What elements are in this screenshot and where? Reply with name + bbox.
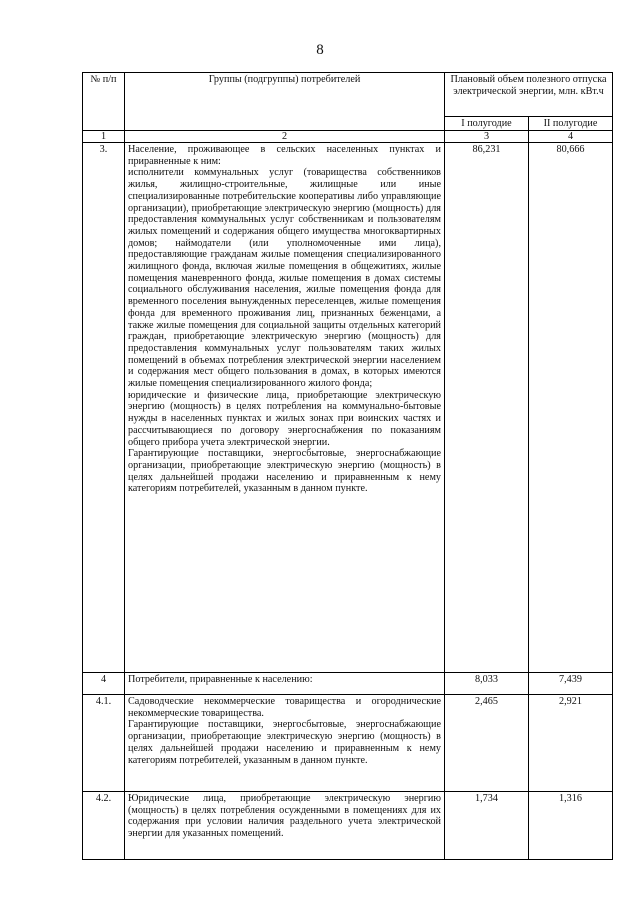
value-half-1: 1,734: [445, 792, 529, 860]
row-paragraph: юридические и физические лица, приобретающие электрическую энергию (мощность) в целях потребления на коммунально-бытовые нужды в населенных пунктах и жилых зонах при воинских частях и рассчитывающиеся по договору энергоснабжения по показаниям общего прибора учета электрической энергии.: [128, 389, 441, 448]
value-half-2: 7,439: [529, 673, 613, 695]
column-index-row: [83, 131, 613, 143]
column-index: 2: [125, 131, 445, 143]
row-description: [125, 143, 445, 673]
header-half-2: II полугодие: [529, 117, 613, 131]
header-planned-volume: Плановый объем полезного отпуска электрической энергии, млн. кВт.ч: [445, 73, 613, 117]
table-row: [83, 673, 613, 695]
value-half-1: 8,033: [445, 673, 529, 695]
column-index: 4: [529, 131, 613, 143]
header-half-1: I полугодие: [445, 117, 529, 131]
row-paragraph: Садоводческие некоммерческие товарищества и огороднические некоммерческие товарищества.: [128, 696, 441, 719]
row-paragraph: Население, проживающее в сельских населенных пунктах и приравненные к ним:: [128, 144, 441, 167]
value-half-2: 2,921: [529, 695, 613, 792]
consumption-table: [82, 72, 613, 860]
row-description: [125, 792, 445, 860]
row-description: [125, 673, 445, 695]
table-row: [83, 792, 613, 860]
row-number: 4: [83, 673, 125, 695]
row-number: 3.: [83, 143, 125, 673]
column-index: 1: [83, 131, 125, 143]
row-number: 4.2.: [83, 792, 125, 860]
header-num: № п/п: [83, 73, 125, 131]
header-consumer-groups: Группы (подгруппы) потребителей: [125, 73, 445, 131]
column-index: 3: [445, 131, 529, 143]
row-paragraph: Гарантирующие поставщики, энергосбытовые, энергоснабжающие организации, приобретающие электрическую энергию (мощность) в целях дальнейшей продажи населению и приравненным к нему категориям потребителей, указанным в данном пункте.: [128, 448, 441, 495]
row-description: [125, 695, 445, 792]
row-paragraph: Юридические лица, приобретающие электрическую энергию (мощность) в целях потребления осужденными в помещениях для их содержания при условии наличия раздельного учета электрической энергии для указанных помещений.: [128, 793, 441, 840]
row-number: 4.1.: [83, 695, 125, 792]
row-paragraph: Потребители, приравненные к населению:: [128, 674, 313, 685]
value-half-1: 2,465: [445, 695, 529, 792]
row-paragraph: исполнители коммунальных услуг (товарищества собственников жилья, жилищно-строительные, жилищные или иные специализированные потребительские кооперативы либо управляющие организации), приобретающие электрическую энергию (мощность) для предоставления коммунальных услуг собственникам и пользователям жилых помещений и содержания общего имущества многоквартирных домов; наймодатели (или уполномоченные ими лица), предоставляющие гражданам жилые помещения специализированного жилищного фонда, включая жилые помещения в общежитиях, жилые помещения маневренного фонда, жилые помещения в домах системы социального обслуживания населения, жилые помещения фонда для временного поселения вынужденных переселенцев, жилые помещения фонда для временного проживания лиц, признанных беженцами, а также жилые помещения для социальной защиты отдельных категорий граждан, приобретающие электрическую энергию (мощность) для предоставления коммунальных услуг пользователям таких жилых помещений в объемах потребления электрической энергии населением и содержания мест общего пользования в домах, в которых имеются жилые помещения специализированного жилого фонда;: [128, 167, 441, 390]
value-half-2: 80,666: [529, 143, 613, 673]
row-paragraph: Гарантирующие поставщики, энергосбытовые, энергоснабжающие организации, приобретающие электрическую энергию (мощность) в целях дальнейшей продажи населению и приравненным к нему категориям потребителей, указанным в данном пункте.: [128, 719, 441, 766]
page-number: 8: [316, 42, 324, 58]
value-half-2: 1,316: [529, 792, 613, 860]
table-row: [83, 143, 613, 673]
table-row: [83, 695, 613, 792]
value-half-1: 86,231: [445, 143, 529, 673]
